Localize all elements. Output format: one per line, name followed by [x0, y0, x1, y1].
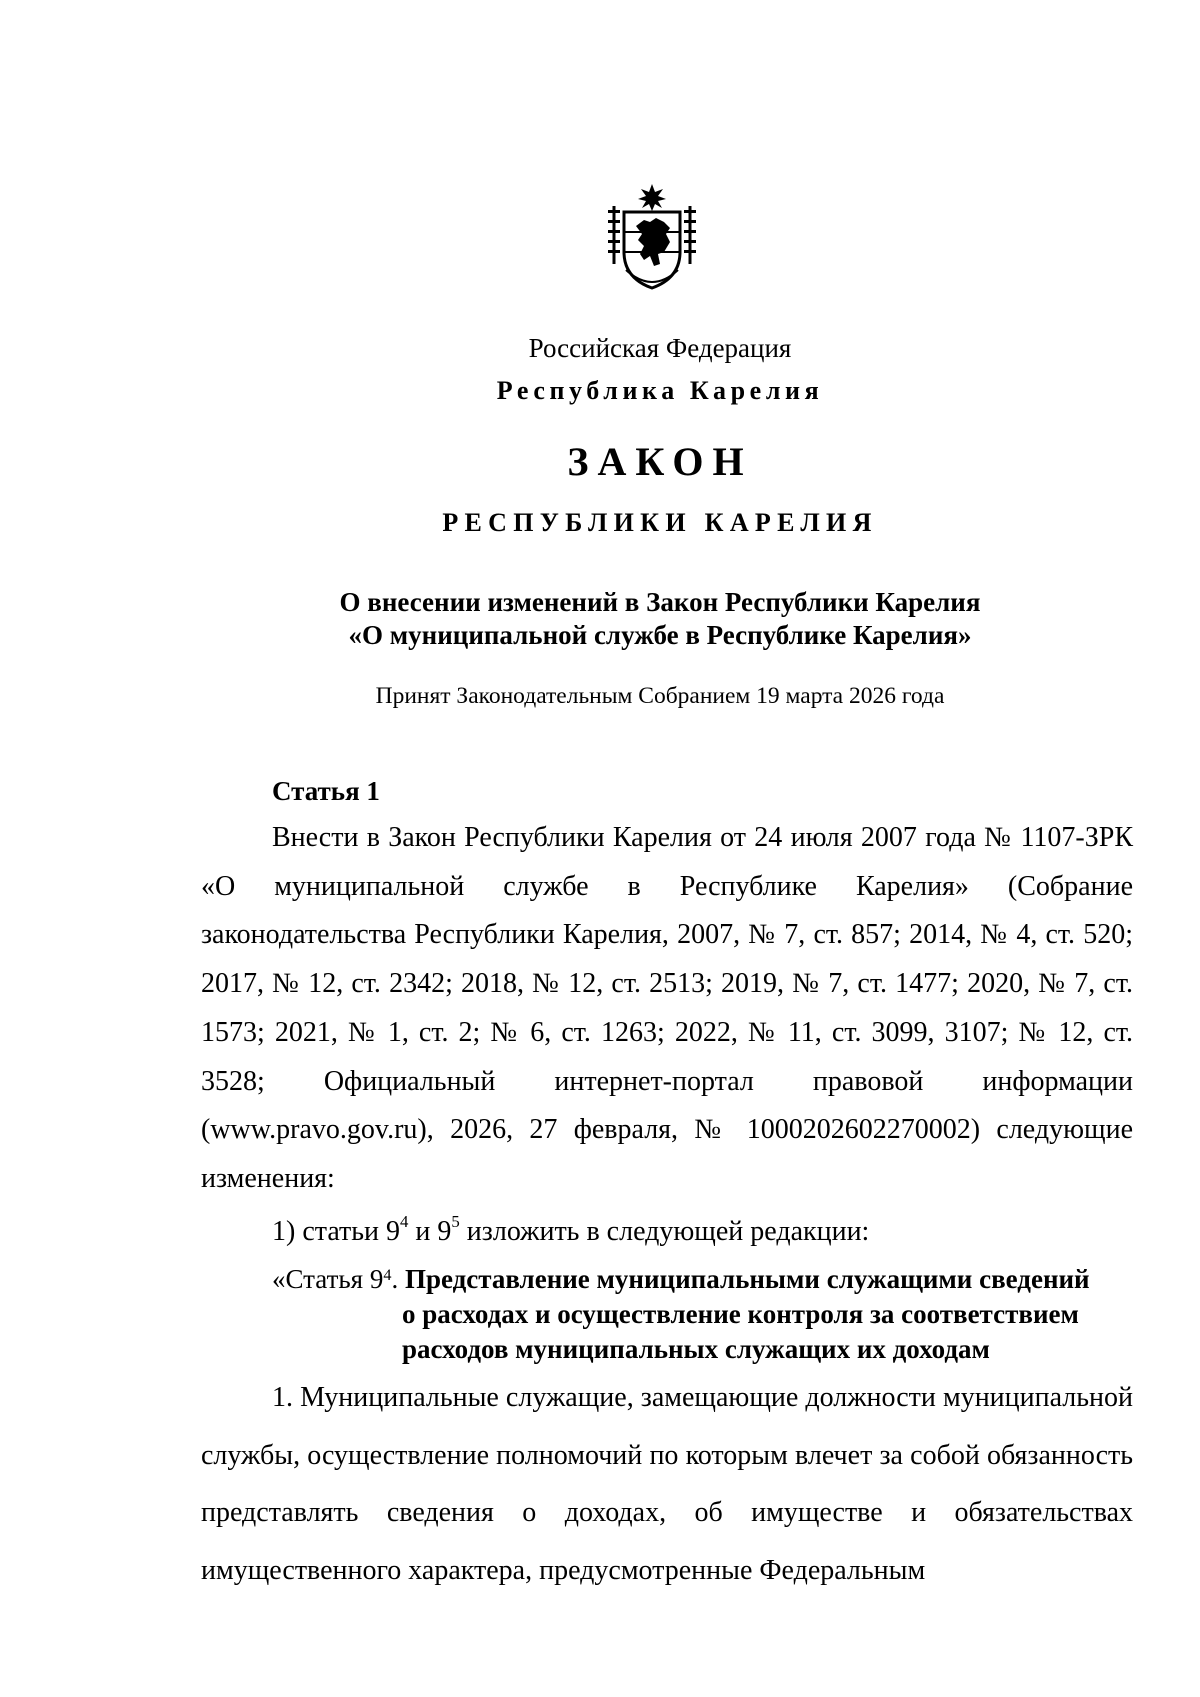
- amendment-item: [272, 1212, 870, 1248]
- republic-name: Республика Карелия: [496, 376, 824, 405]
- karelia-coat-of-arms-icon: [600, 182, 704, 294]
- amendment-item-start: 1) статьи 9: [272, 1216, 401, 1247]
- new-article-prefix: «Статья 9: [272, 1264, 384, 1294]
- country-name: Российская Федерация: [528, 333, 792, 363]
- new-article-title-line2: о расходах и осуществление контроля за соответствием: [402, 1299, 1079, 1329]
- new-article-prefix-sup: 4: [383, 1266, 392, 1284]
- article-heading: Статья 1: [272, 776, 380, 806]
- law-title-line1: О внесении изменений в Закон Республики Карелия: [339, 587, 981, 617]
- document-issuer: РЕСПУБЛИКИ КАРЕЛИЯ: [442, 508, 878, 537]
- new-article-title: [272, 1262, 1134, 1367]
- new-article-prefix-end: .: [391, 1264, 405, 1294]
- amendment-item-mid: и 9: [408, 1216, 452, 1247]
- adoption-note: Принят Законодательным Собранием 19 марта 2026 года: [375, 683, 945, 709]
- article-paragraph: Внести в Закон Республики Карелия от 24 июля 2007 года № 1107-ЗРК «О муниципальной службе в Республике Карелия» (Собрание законодательства Республики Карелия, 2007, № 7, ст. 857; 2014, № 4, ст. 520; 2017, № 12, ст. 2342; 2018, № 12, ст. 2513; 2019, № 7, ст. 1477; 2020, № 7, ст. 1573; 2021, № 1, ст. 2; № 6, ст. 1263; 2022, № 11, ст. 3099, 3107; № 12, ст. 3528; Официальный интернет-портал правовой информации (www.pravo.gov.ru), 2026, 27 февраля, № 1000202602270002) следующие изменения:: [201, 822, 1133, 1194]
- new-article-title-line1: Представление муниципальными служащими сведений: [404, 1264, 1090, 1294]
- amendment-item-end: изложить в следующей редакции:: [459, 1216, 870, 1247]
- amendment-item-sup1: 4: [400, 1212, 409, 1231]
- new-article-title-line3: расходов муниципальных служащих их доходам: [402, 1334, 990, 1364]
- law-title-line2: «О муниципальной службе в Республике Карелия»: [348, 620, 972, 650]
- new-article-line1: [272, 1262, 1134, 1297]
- law-title: [60, 586, 1200, 652]
- amendment-item-sup2: 5: [451, 1212, 460, 1231]
- document-type: ЗАКОН: [567, 439, 753, 484]
- point-1-paragraph: 1. Муниципальные служащие, замещающие должности муниципальной службы, осуществление полномочий по которым влечет за собой обязанность представлять сведения о доходах, об имуществе и обязательствах имущественного характера, предусмотренные Федеральным: [201, 1382, 1133, 1586]
